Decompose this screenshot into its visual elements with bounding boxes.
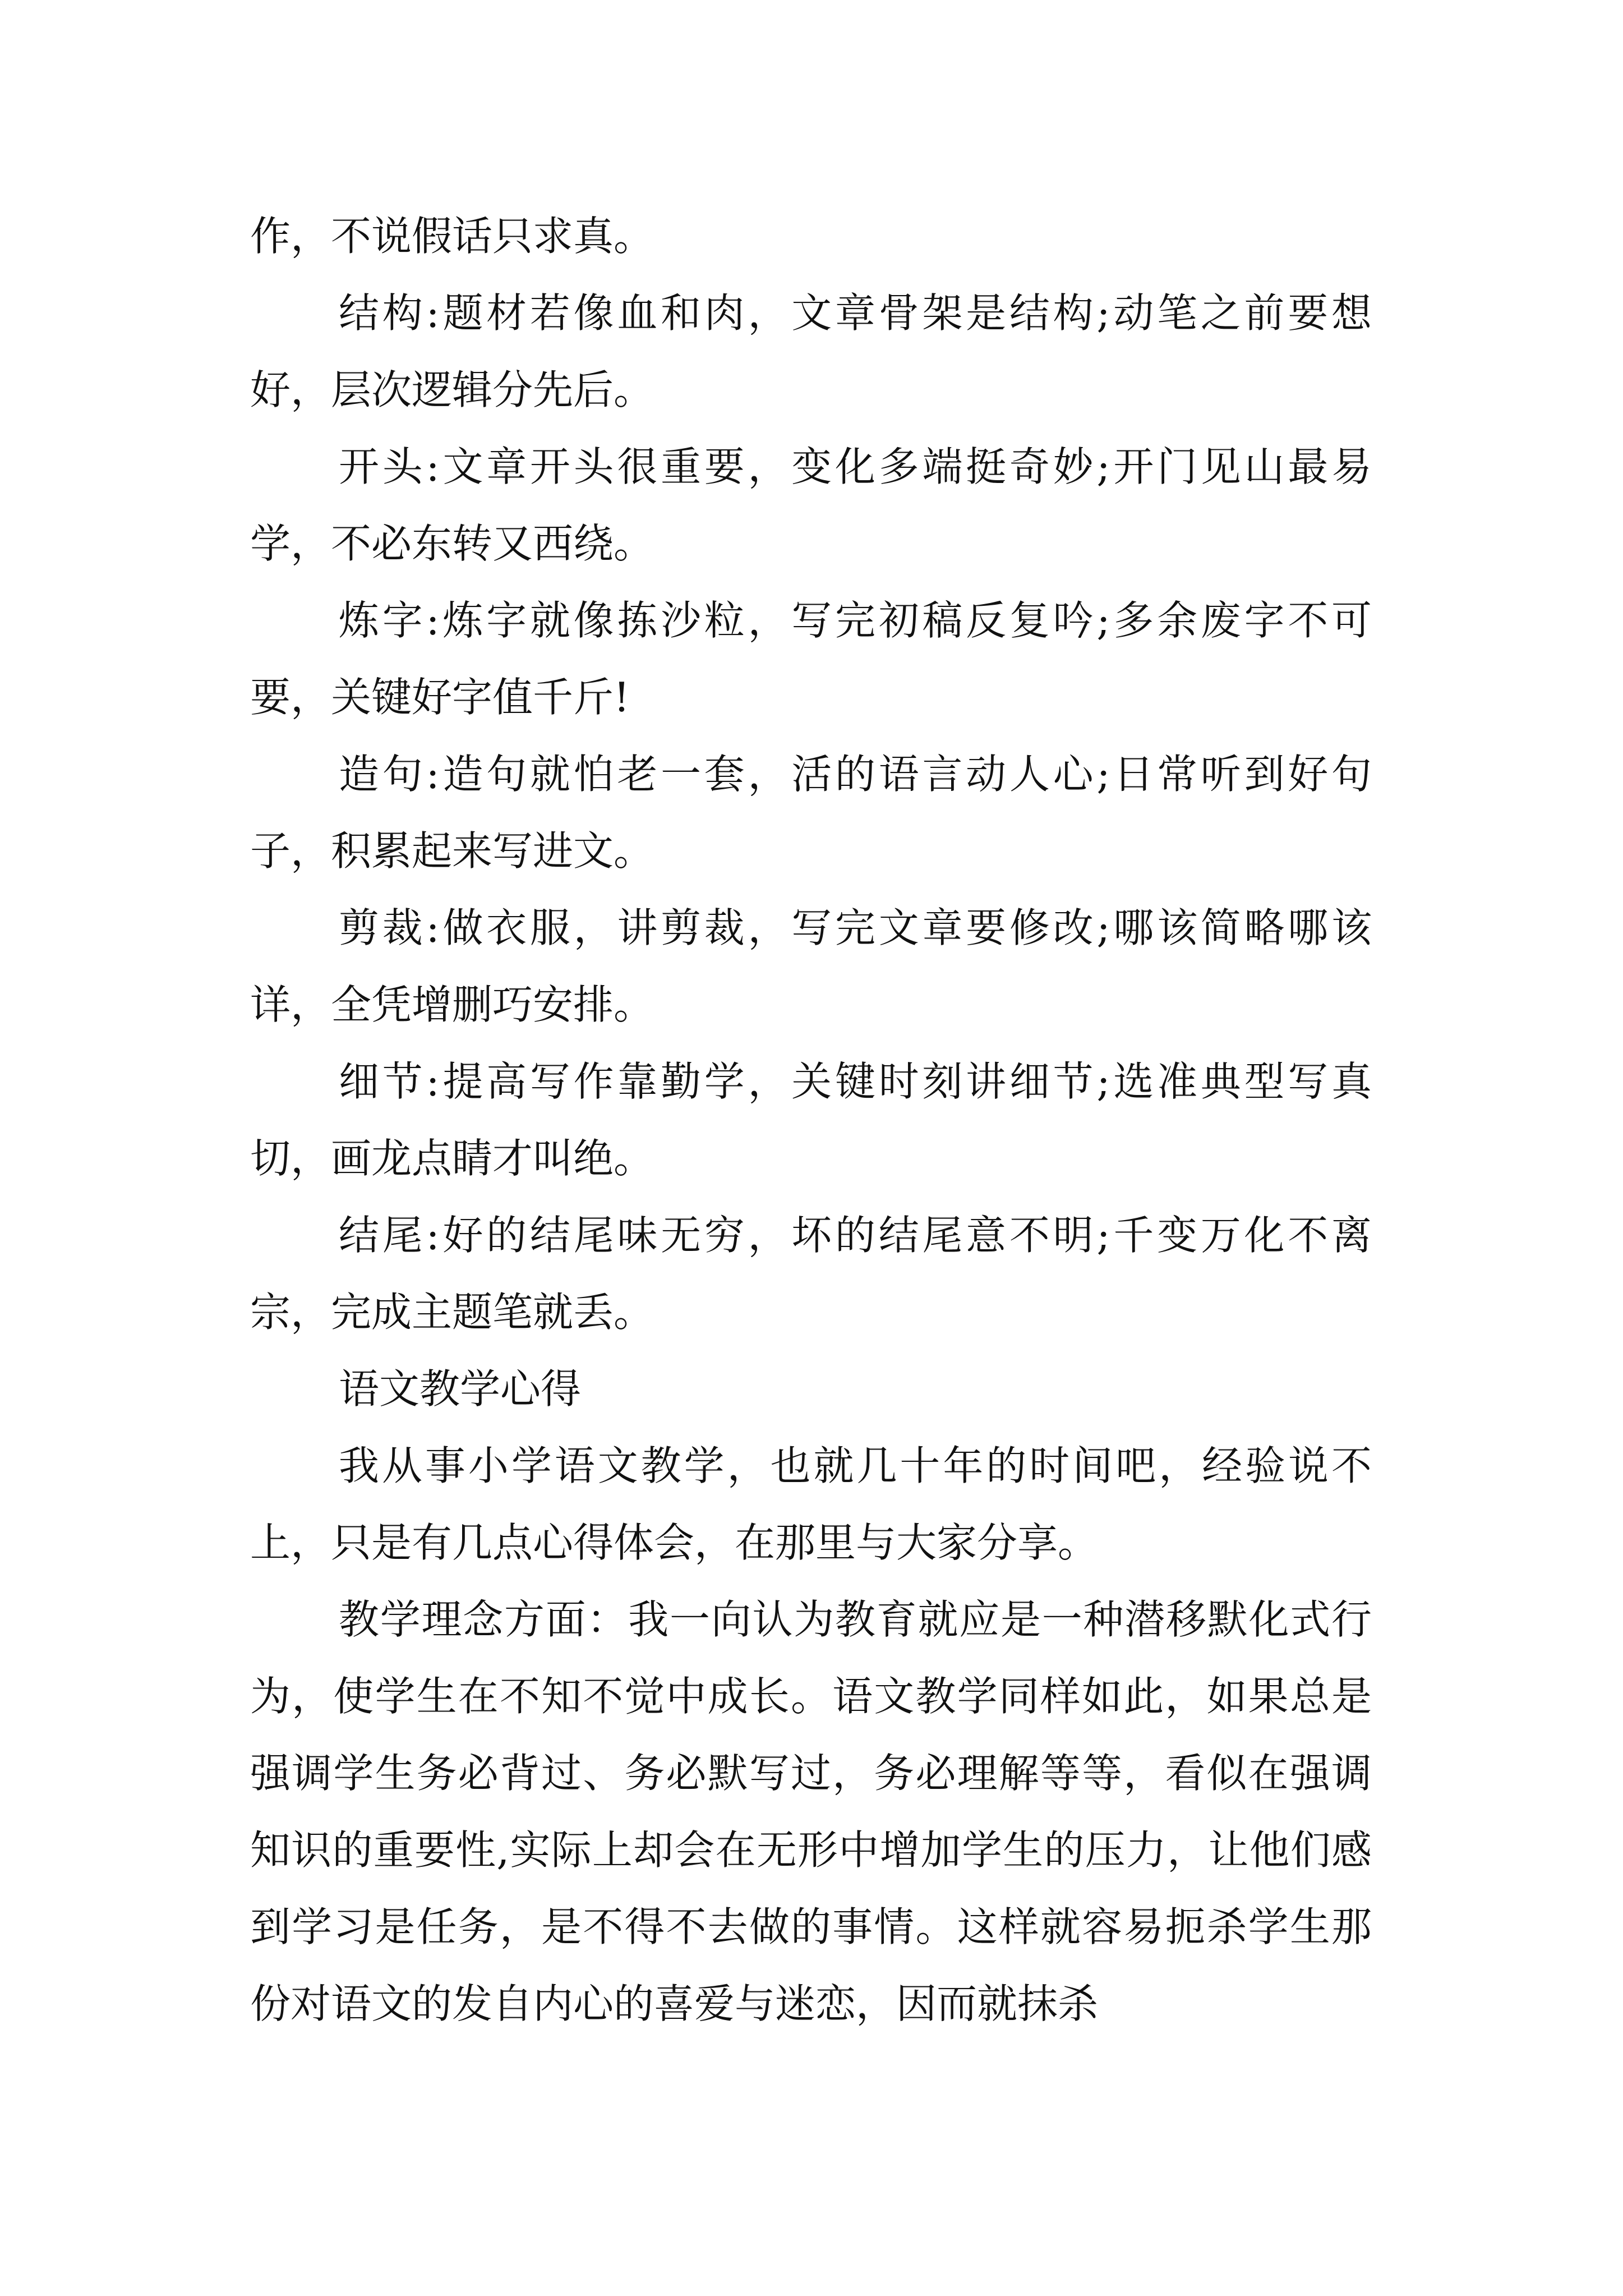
paragraph-continuation: 作，不说假话只求真。 bbox=[250, 213, 654, 260]
document-body bbox=[250, 198, 1372, 2042]
paragraph-intro: 我从事小学语文教学，也就几十年的时间吧，经验说不上，只是有几点心得体会，在那里与大家分享。 bbox=[250, 1442, 1372, 1566]
section-heading: 语文教学心得 bbox=[339, 1365, 582, 1412]
paragraph-ending: 结尾:好的结尾味无穷，坏的结尾意不明;千变万化不离宗，完成主题笔就丢。 bbox=[250, 1212, 1372, 1336]
paragraph-sentence-making: 造句:造句就怕老一套，活的语言动人心;日常听到好句子，积累起来写进文。 bbox=[250, 751, 1372, 875]
paragraph-editing: 剪裁:做衣服，讲剪裁，写完文章要修改;哪该简略哪该详，全凭增删巧安排。 bbox=[250, 904, 1372, 1028]
paragraph-teaching-philosophy: 教学理念方面：我一向认为教育就应是一种潜移默化式行为，使学生在不知不觉中成长。语文教学同样如此，如果总是强调学生务必背过、务必默写过，务必理解等等，看似在强调知识的重要性,实际上却会在无形中增加学生的压力，让他们感到学习是任务，是不得不去做的事情。这样就容易扼杀学生那份对语文的发自内心的喜爱与迷恋，因而就抹杀 bbox=[250, 1596, 1372, 2027]
paragraph-structure: 结构:题材若像血和肉，文章骨架是结构;动笔之前要想好，层次逻辑分先后。 bbox=[250, 289, 1372, 413]
paragraph-word-refining: 炼字:炼字就像拣沙粒，写完初稿反复吟;多余废字不可要，关键好字值千斤! bbox=[250, 597, 1372, 721]
paragraph-opening: 开头:文章开头很重要，变化多端挺奇妙;开门见山最易学，不必东转又西绕。 bbox=[250, 443, 1372, 567]
paragraph-details: 细节:提高写作靠勤学，关键时刻讲细节;选准典型写真切，画龙点睛才叫绝。 bbox=[250, 1058, 1372, 1182]
